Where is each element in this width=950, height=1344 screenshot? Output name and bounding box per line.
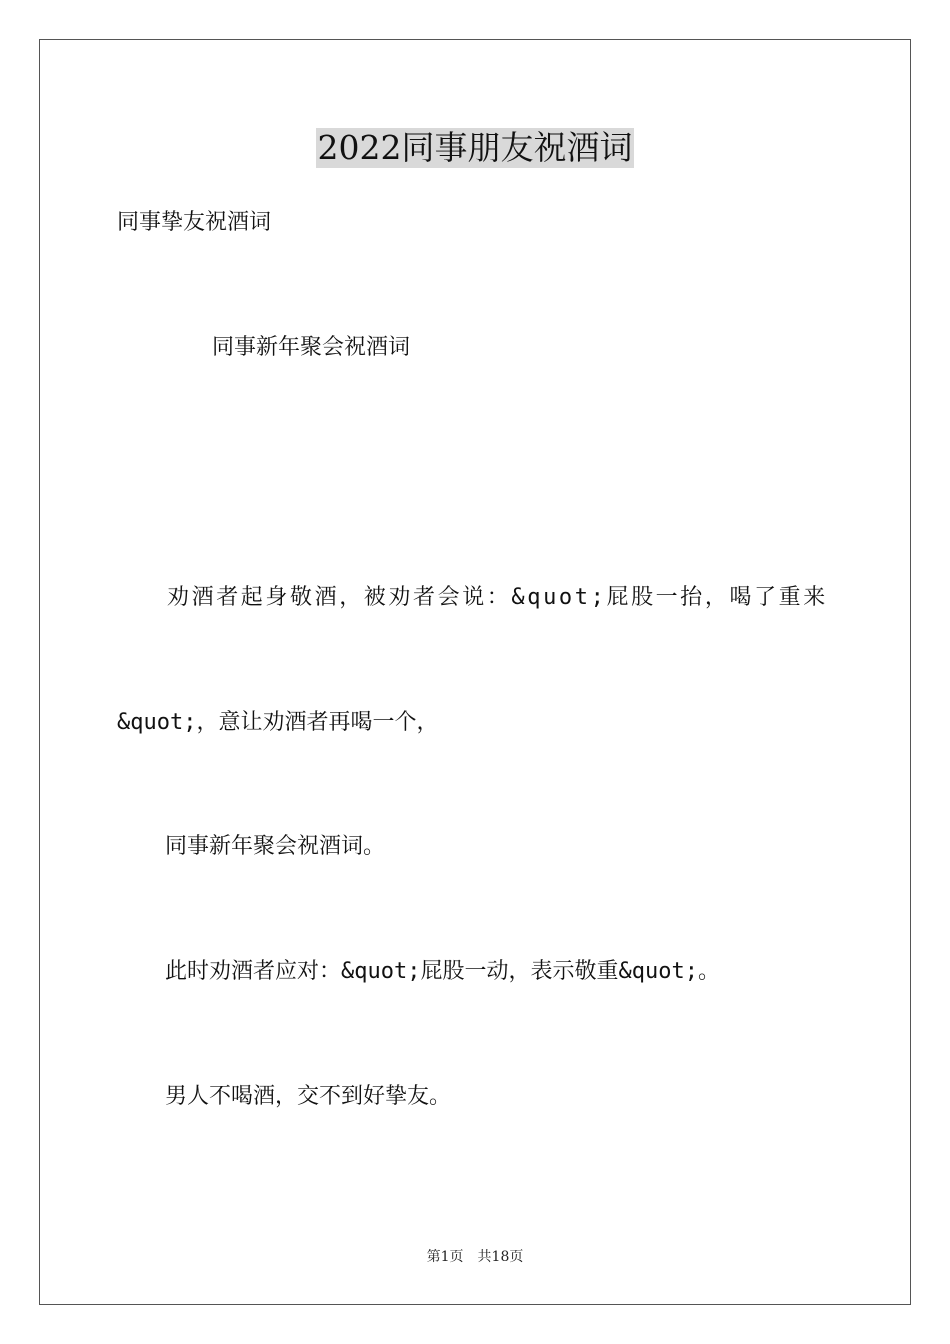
paragraph-toaster-reply: 此时劝酒者应对：&quot;屁股一动，表示敬重&quot;。 [165, 959, 720, 984]
paragraph-toasting-rule-continued: &quot;，意让劝酒者再喝一个， [117, 710, 439, 735]
page-number-footer: 第1页 共18页 [426, 1249, 524, 1265]
paragraph-toasting-rule: 劝酒者起身敬酒，被劝者会说：&quot;屁股一抬，喝了重来 [167, 585, 828, 610]
paragraph-subheading-new-year-toast: 同事新年聚会祝酒词 [212, 335, 411, 360]
document-title-text: 2022同事朋友祝酒词 [317, 128, 633, 167]
paragraph-heading-colleague-toast: 同事挚友祝酒词 [117, 210, 272, 235]
document-title [0, 128, 950, 168]
paragraph-men-drink: 男人不喝酒，交不到好挚友。 [165, 1084, 452, 1109]
paragraph-new-year-toast: 同事新年聚会祝酒词。 [165, 834, 386, 859]
